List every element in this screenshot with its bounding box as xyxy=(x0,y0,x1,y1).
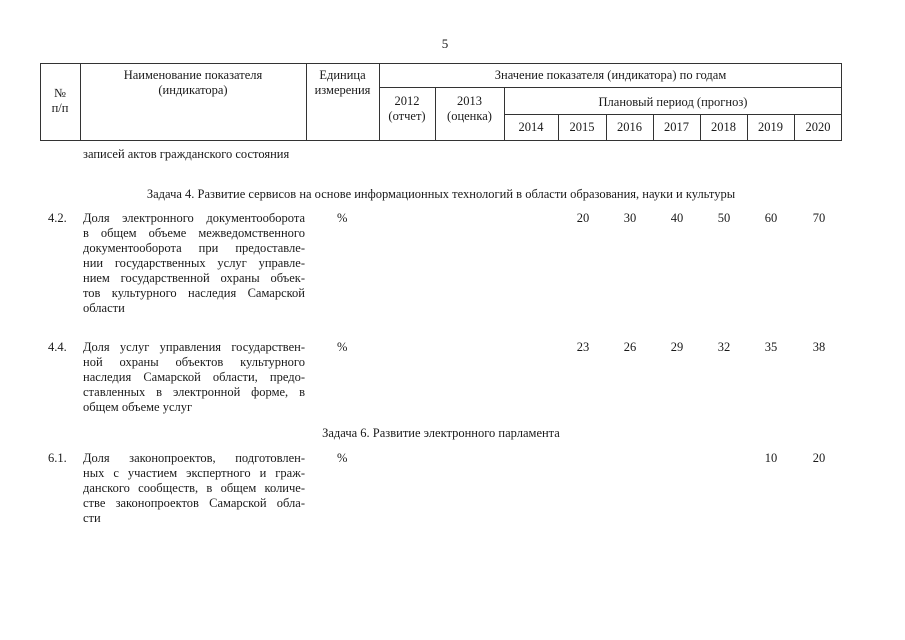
row-6-1-name-line: данского сообществ, в общем количе- xyxy=(83,481,305,495)
page-number: 5 xyxy=(441,36,449,51)
row-4-2-number: 4.2. xyxy=(48,211,67,225)
row-4-2-value-2020: 70 xyxy=(812,211,826,225)
header-col-2012 xyxy=(379,94,435,124)
header-col-num-line1: № xyxy=(54,86,66,100)
header-year-2015: 2015 xyxy=(569,120,595,134)
row-6-1-name-line: сти xyxy=(83,511,101,525)
row-4-2-name-line: Доля электронного документооборота xyxy=(83,211,305,225)
row-6-1-name-line: стве законопроектов Самарской обла- xyxy=(83,496,305,510)
header-col-unit xyxy=(306,68,379,98)
header-col-num-line2: п/п xyxy=(51,101,69,115)
header-year-2018: 2018 xyxy=(711,120,736,134)
row-6-1-value-2019: 10 xyxy=(764,451,778,465)
row-4-2-name xyxy=(83,211,305,316)
header-col-unit-line1: Единица xyxy=(319,68,366,82)
row-4-4-value-2020: 38 xyxy=(812,340,826,354)
row-4-4-value-2018: 32 xyxy=(717,340,731,354)
row-4-4-name xyxy=(83,340,305,415)
header-col-name xyxy=(80,68,306,98)
header-col-unit-line2: измерения xyxy=(314,83,371,97)
row-4-2-name-line: тов культурного наследия Самарской xyxy=(83,286,305,300)
row-4-2-name-line: нии государственных услуг управле- xyxy=(83,256,305,270)
header-col-name-line1: Наименование показателя xyxy=(123,68,263,82)
header-col-2013 xyxy=(435,94,504,124)
header-border-top xyxy=(40,63,842,64)
row-4-2-value-2019: 60 xyxy=(764,211,778,225)
row-4-2-name-line: нием государственной охраны объек- xyxy=(83,271,305,285)
row-4-4-unit: % xyxy=(337,340,348,354)
row-4-2-name-line: области xyxy=(83,301,125,315)
row-4-4-name-line: наследия Самарской области, предо- xyxy=(83,370,305,384)
header-border-bottom xyxy=(40,140,842,141)
header-2012-note: (отчет) xyxy=(388,109,426,123)
header-plan-title: Плановый период (прогноз) xyxy=(598,95,748,109)
row-6-1-name-line: ных с участием экспертного и граж- xyxy=(83,466,305,480)
header-year-2014: 2014 xyxy=(518,120,544,134)
row-4-4-number: 4.4. xyxy=(48,340,67,354)
header-2013-year: 2013 xyxy=(457,94,482,108)
row-4-4-value-2017: 29 xyxy=(670,340,684,354)
row-4-2-value-2015: 20 xyxy=(576,211,590,225)
row-6-1-name-line: Доля законопроектов, подготовлен- xyxy=(83,451,305,465)
row-4-2-value-2017: 40 xyxy=(670,211,684,225)
header-2013-note: (оценка) xyxy=(447,109,492,123)
header-2012-year: 2012 xyxy=(394,94,420,108)
row-4-2-name-line: в общем объеме межведомственного xyxy=(83,226,305,240)
task6-title: Задача 6. Развитие электронного парламента xyxy=(322,426,560,440)
header-col-name-line2: (индикатора) xyxy=(158,83,228,97)
row-4-4-name-line: Доля услуг управления государствен- xyxy=(83,340,305,354)
row-6-1-unit: % xyxy=(337,451,348,465)
row-4-2-name-line: документооборота при предоставле- xyxy=(83,241,305,255)
row-4-4-name-line: общем объеме услуг xyxy=(83,400,193,414)
header-year-2020: 2020 xyxy=(805,120,831,134)
row-4-4-name-line: ставленных в электронной форме, в xyxy=(83,385,305,399)
row-4-2-value-2016: 30 xyxy=(623,211,637,225)
header-year-2016: 2016 xyxy=(617,120,642,134)
header-year-2017: 2017 xyxy=(664,120,689,134)
header-year-2019: 2019 xyxy=(758,120,783,134)
indicator-table-header xyxy=(40,63,842,141)
row-6-1-value-2020: 20 xyxy=(812,451,826,465)
row-4-4-value-2019: 35 xyxy=(764,340,778,354)
task4-title: Задача 4. Развитие сервисов на основе информационных технологий в области образования, науки и культуры xyxy=(146,187,736,201)
continuation-text: записей актов гражданского состояния xyxy=(83,147,290,161)
header-values-divider xyxy=(379,87,842,88)
header-plan-divider xyxy=(504,114,842,115)
row-4-4-name-line: ной охраны объектов культурного xyxy=(83,355,305,369)
row-4-4-value-2016: 26 xyxy=(623,340,637,354)
header-col-num xyxy=(40,86,80,116)
row-6-1-number: 6.1. xyxy=(48,451,67,465)
row-4-2-unit: % xyxy=(337,211,348,225)
header-values-title: Значение показателя (индикатора) по годам xyxy=(494,68,727,82)
row-6-1-name xyxy=(83,451,305,526)
row-4-4-value-2015: 23 xyxy=(576,340,590,354)
row-4-2-value-2018: 50 xyxy=(717,211,731,225)
